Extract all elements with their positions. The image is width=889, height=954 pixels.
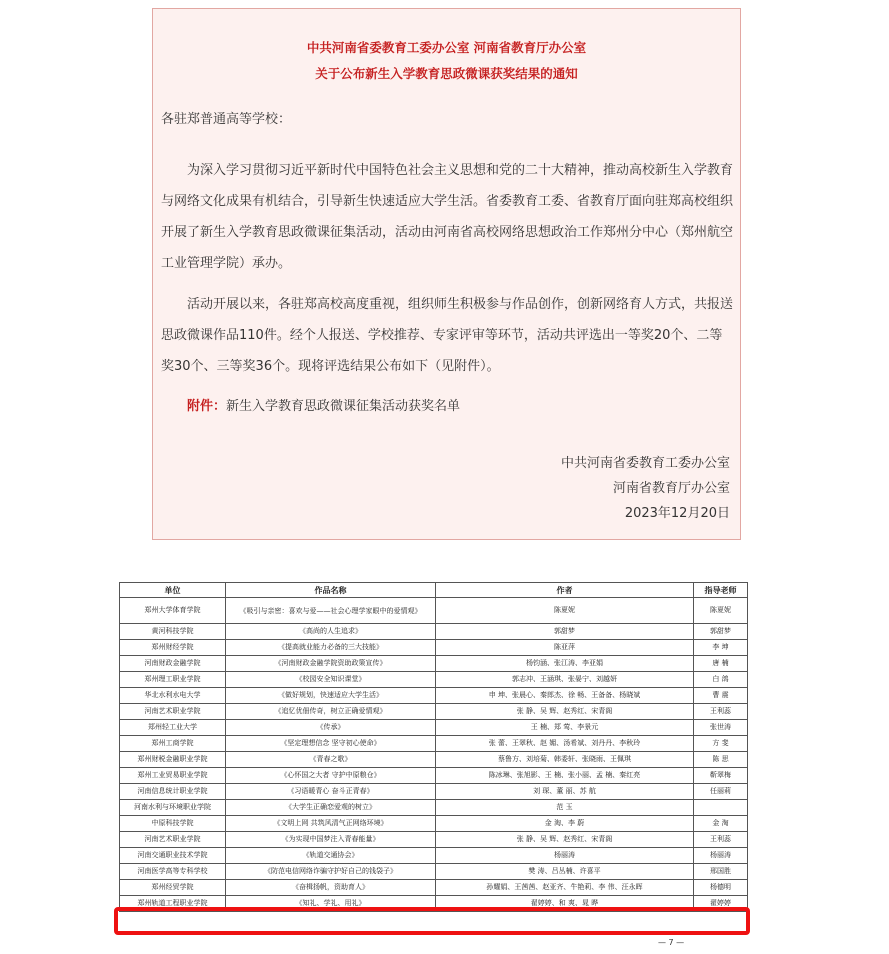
cell-author: 范 玉: [436, 800, 694, 816]
cell-work-title: 《为实现中国梦注入青春能量》: [226, 832, 436, 848]
cell-advisor: 曹 震: [694, 688, 748, 704]
cell-work-title: 《提高就业能力必备的三大技能》: [226, 640, 436, 656]
table-row: [120, 848, 748, 864]
cell-work-title: 《青春之歌》: [226, 752, 436, 768]
table-row: [120, 880, 748, 896]
cell-advisor: 翟婷婷: [694, 896, 748, 912]
table-row: [120, 864, 748, 880]
cell-author: 金 淘、李 蔚: [436, 816, 694, 832]
cell-author: 张 静、吴 辉、赵秀红、宋青阁: [436, 704, 694, 720]
cell-work-title: 《坚定理想信念 坚守初心使命》: [226, 736, 436, 752]
cell-advisor: 郭甜梦: [694, 624, 748, 640]
cell-work-title: 《做好规划，快速适应大学生活》: [226, 688, 436, 704]
cell-author: 刘 琛、董 丽、苏 航: [436, 784, 694, 800]
signature-issuer-1: 中共河南省委教育工委办公室: [560, 456, 730, 471]
cell-unit: 河南交通职业技术学院: [120, 848, 226, 864]
header-advisor: 指导老师: [694, 583, 748, 598]
cell-work-title: 《知礼、学礼、用礼》: [226, 896, 436, 912]
highlight-box: [114, 907, 750, 935]
cell-advisor: 靳翠梅: [694, 768, 748, 784]
table-header-row: [120, 583, 748, 598]
cell-author: 王 楠、郑 莺、李景元: [436, 720, 694, 736]
cell-advisor: 陈夏妮: [694, 598, 748, 624]
cell-work-title: 《奋楫扬帆，资助育人》: [226, 880, 436, 896]
cell-work-title: 《心怀国之大者 守护中原粮仓》: [226, 768, 436, 784]
cell-advisor: 任丽莉: [694, 784, 748, 800]
cell-advisor: 白 鸽: [694, 672, 748, 688]
table-row: [120, 598, 748, 624]
table-row: [120, 672, 748, 688]
cell-author: 陈亚萍: [436, 640, 694, 656]
signature-date: 2023年12月20日: [624, 506, 730, 521]
cell-unit: 郑州工业贸易职业学院: [120, 768, 226, 784]
cell-work-title: 《追忆优佃传奇，树立正确爱情观》: [226, 704, 436, 720]
notice-subject-title: 关于公布新生入学教育思政微课获奖结果的通知: [315, 66, 578, 81]
cell-unit: 郑州轨道工程职业学院: [120, 896, 226, 912]
cell-unit: 河南水利与环境职业学院: [120, 800, 226, 816]
cell-work-title: 《轨道交通协会》: [226, 848, 436, 864]
cell-unit: 中原科技学院: [120, 816, 226, 832]
cell-author: 翟婷婷、和 爽、晁 晔: [436, 896, 694, 912]
table-row: [120, 736, 748, 752]
cell-work-title: 《高尚的人生追求》: [226, 624, 436, 640]
cell-author: 申 坤、张晨心、秦郎杰、徐 畅、王备备、杨晓斌: [436, 688, 694, 704]
table-row: [120, 768, 748, 784]
table-row: [120, 816, 748, 832]
cell-unit: 郑州轻工业大学: [120, 720, 226, 736]
notice-salutation: 各驻郑普通高等学校：: [161, 112, 292, 127]
table-row: [120, 624, 748, 640]
cell-advisor: 王利蕊: [694, 832, 748, 848]
award-table: [119, 582, 748, 912]
cell-unit: 河南信息统计职业学院: [120, 784, 226, 800]
table-row: [120, 800, 748, 816]
cell-unit: 郑州财经学院: [120, 640, 226, 656]
cell-unit: 河南医学高等专科学校: [120, 864, 226, 880]
cell-work-title: 《习语暖青心 奋斗正青春》: [226, 784, 436, 800]
notice-paragraph-1: 为深入学习贯彻习近平新时代中国特色社会主义思想和党的二十大精神，推动高校新生入学教育与网络文化成果有机结合，引导新生快速适应大学生活。省委教育工委、省教育厅面向驻郑高校组织开展了新生入学教育思政微课征集活动，活动由河南省高校网络思想政治工作郑州分中心（郑州航空工业管理学院）承办。: [161, 163, 734, 271]
cell-unit: 郑州经贸学院: [120, 880, 226, 896]
cell-advisor: [694, 800, 748, 816]
attachment-text: 新生入学教育思政微课征集活动获奖名单: [226, 399, 461, 414]
cell-author: 蔡鲁方、刘培菊、韩委轩、张晓雨、王佩琪: [436, 752, 694, 768]
attachment-label: 附件：: [187, 399, 227, 414]
cell-unit: 河南艺术职业学院: [120, 832, 226, 848]
cell-unit: 郑州大学体育学院: [120, 598, 226, 624]
cell-author: 张 静、吴 辉、赵秀红、宋青阁: [436, 832, 694, 848]
cell-advisor: 王利蕊: [694, 704, 748, 720]
cell-advisor: 陈 思: [694, 752, 748, 768]
cell-advisor: 张世涛: [694, 720, 748, 736]
cell-unit: 河南财政金融学院: [120, 656, 226, 672]
table-row: [120, 784, 748, 800]
cell-advisor: 李 坤: [694, 640, 748, 656]
cell-work-title: 《大学生正确恋爱观的树立》: [226, 800, 436, 816]
cell-advisor: 杨德明: [694, 880, 748, 896]
cell-advisor: 邢国胜: [694, 864, 748, 880]
cell-advisor: 唐 楠: [694, 656, 748, 672]
cell-author: 樊 涛、吕丛楠、许喜平: [436, 864, 694, 880]
cell-work-title: 《文明上网 共筑风清气正网络环境》: [226, 816, 436, 832]
award-table-container: [119, 582, 747, 912]
header-author: 作者: [436, 583, 694, 598]
cell-unit: 华北水利水电大学: [120, 688, 226, 704]
cell-author: 郭志冲、王涵琪、张晏宁、刘越妍: [436, 672, 694, 688]
cell-author: 陈夏妮: [436, 598, 694, 624]
notice-card: [152, 8, 741, 540]
award-table-body: [120, 598, 748, 912]
cell-author: 杨钧涵、张江涛、李亚娟: [436, 656, 694, 672]
table-row: [120, 688, 748, 704]
cell-author: 孙耀娟、王茜茜、赵亚齐、牛艳莉、李 伟、汪永晖: [436, 880, 694, 896]
table-row: [120, 656, 748, 672]
notice-issuer-title: 中共河南省委教育工委办公室 河南省教育厅办公室: [306, 40, 587, 55]
page-number: — 7 —: [658, 938, 685, 947]
table-row: [120, 832, 748, 848]
header-work-title: 作品名称: [226, 583, 436, 598]
cell-author: 郭甜梦: [436, 624, 694, 640]
cell-unit: 郑州理工职业学院: [120, 672, 226, 688]
cell-unit: 郑州财税金融职业学院: [120, 752, 226, 768]
cell-work-title: 《防范电信网络诈骗守护好自己的钱袋子》: [226, 864, 436, 880]
cell-unit: 郑州工商学院: [120, 736, 226, 752]
header-unit: 单位: [120, 583, 226, 598]
notice-attachment: [187, 395, 460, 414]
cell-author: 张 蕾、王翠秋、赵 媚、汤希斌、刘丹丹、李秋玲: [436, 736, 694, 752]
cell-advisor: 金 淘: [694, 816, 748, 832]
table-row: [120, 704, 748, 720]
table-row: [120, 640, 748, 656]
table-row: [120, 752, 748, 768]
cell-author: 杨丽涛: [436, 848, 694, 864]
cell-work-title: 《校园安全知识课堂》: [226, 672, 436, 688]
cell-work-title: 《吸引与亲密：喜欢与爱——社会心理学家眼中的爱情观》: [226, 598, 436, 624]
cell-work-title: 《传承》: [226, 720, 436, 736]
cell-advisor: 方 斐: [694, 736, 748, 752]
cell-advisor: 杨丽涛: [694, 848, 748, 864]
cell-unit: 河南艺术职业学院: [120, 704, 226, 720]
notice-paragraph-2: 活动开展以来，各驻郑高校高度重视，组织师生积极参与作品创作，创新网络育人方式，共报送思政微课作品110件。经个人报送、学校推荐、专家评审等环节，活动共评选出一等奖20个、二等奖30个、三等奖36个。现将评选结果公布如下（见附件）。: [161, 297, 734, 374]
cell-author: 陈冰琳、张旭影、王 楠、张小丽、孟 楠、秦红亮: [436, 768, 694, 784]
cell-unit: 黄河科技学院: [120, 624, 226, 640]
cell-work-title: 《河南财政金融学院资助政策宣传》: [226, 656, 436, 672]
table-row: [120, 720, 748, 736]
signature-issuer-2: 河南省教育厅办公室: [612, 481, 730, 496]
